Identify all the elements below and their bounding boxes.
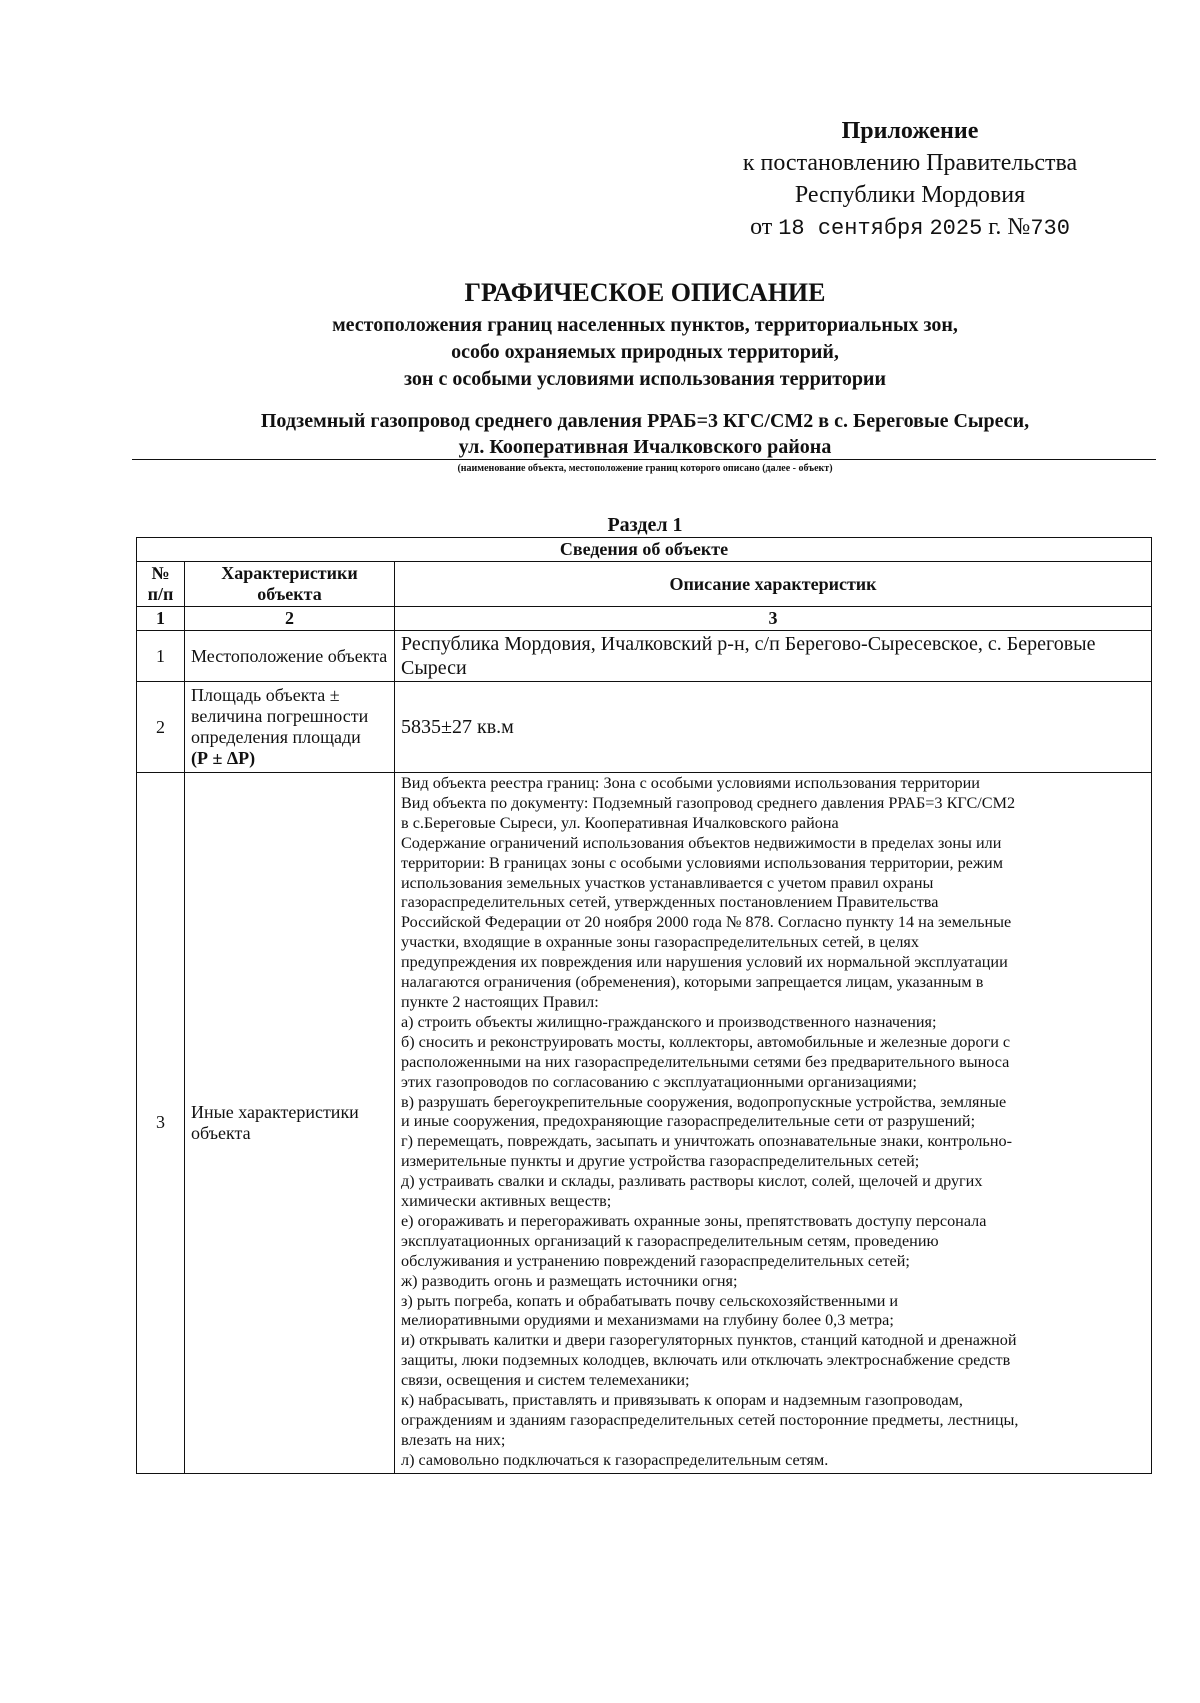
description-line: предупреждения их повреждения или нарушения условий их нормальной эксплуатации [401, 953, 1008, 972]
description-line: д) устраивать свалки и склады, разливать растворы кислот, солей, щелочей и других [401, 1172, 983, 1191]
object-caption: (наименование объекта, местоположение границ которого описано (далее - объект) [457, 463, 833, 474]
appendix-dateline [700, 211, 1120, 245]
description-line: влезать на них; [401, 1430, 506, 1449]
column-number-row [137, 607, 1152, 631]
row-description [395, 773, 1152, 1474]
document-title: ГРАФИЧЕСКОЕ ОПИСАНИЕ [464, 278, 826, 307]
characteristic-line: определения площади [191, 727, 361, 747]
description-line: и) открывать калитки и двери газорегуляторных пунктов, станций катодной и дренажной [401, 1331, 1017, 1350]
row-num: 3 [137, 773, 185, 1474]
description-line: г) перемещать, повреждать, засыпать и уничтожать опознавательные знаки, контрольно- [401, 1132, 1012, 1151]
column-number: 1 [137, 607, 185, 631]
column-number: 3 [395, 607, 1152, 631]
description-line: измерительные пункты и другие устройства газораспределительных сетей; [401, 1152, 920, 1171]
appendix-block [700, 115, 1120, 245]
object-name-line: Подземный газопровод среднего давления РРАБ=3 КГС/СМ2 в с. Береговые Сыреси, [260, 410, 1030, 432]
description-line: использования земельных участков устанавливается с учетом правил охраны [401, 873, 934, 892]
description-line: территории: В границах зоны с особыми условиями использования территории, режим [401, 853, 1003, 872]
description-line: защиты, люки подземных колодцев, включать или отключать электроснабжение средств [401, 1351, 1011, 1370]
description-line: з) рыть погреба, копать и обрабатывать почву сельскохозяйственными и [401, 1291, 899, 1310]
object-name-line: ул. Кооперативная Ичалковского района [458, 436, 832, 458]
area-value: 5835±27 [401, 715, 472, 738]
description-line: Вид объекта по документу: Подземный газопровод среднего давления РРАБ=3 КГС/СМ2 [401, 793, 1016, 812]
date-prefix: от [750, 214, 773, 240]
description-line: химически активных веществ; [401, 1192, 612, 1211]
description-line: мелиоративными орудиями и механизмами на глубину более 0,3 метра; [401, 1311, 894, 1330]
object-name [130, 408, 1160, 460]
area-formula: (Р ± ΔР) [191, 748, 256, 768]
table-row [137, 631, 1152, 682]
row-num: 1 [137, 631, 185, 682]
subtitle-line: местоположения границ населенных пунктов, территориальных зон, [332, 314, 958, 336]
description-line: участки, входящие в охранные зоны газораспределительных сетей, в целях [401, 933, 919, 952]
table-title: Сведения об объекте [137, 538, 1152, 562]
description-line: в с.Береговые Сыреси, ул. Кооперативная Ичалковского района [401, 813, 839, 832]
object-name-underline [132, 459, 1156, 460]
table-title-row [137, 538, 1152, 562]
description-line: б) сносить и реконструировать мосты, коллекторы, автомобильные и железные дороги с [401, 1032, 1011, 1051]
description-line: пункте 2 настоящих Правил: [401, 992, 599, 1011]
object-info-table [136, 537, 1152, 1474]
description-line: этих газопроводов по согласованию с эксплуатационными организациями; [401, 1072, 917, 1091]
document-subtitle [130, 312, 1160, 393]
description-line: и иные сооружения, предохраняющие газораспределительные сети от разрушений; [401, 1112, 976, 1131]
description-line: к) набрасывать, приставлять и привязывать к опорам и надземным газопроводам, [401, 1391, 963, 1410]
description-line: в) разрушать берегоукрепительные сооружения, водопропускные устройства, земляные [401, 1092, 1007, 1111]
date-value: 18 сентября [778, 216, 924, 241]
description-line: Вид объекта реестра границ: Зона с особыми условиями использования территории [401, 774, 980, 792]
table-row [137, 682, 1152, 773]
characteristic-line: величина погрешности [191, 706, 369, 726]
description-line: а) строить объекты жилищно-гражданского и производственного назначения; [401, 1012, 937, 1031]
characteristic-line: Площадь объекта ± [191, 685, 340, 705]
row-description: Республика Мордовия, Ичалковский р-н, с/п Берегово-Сыресевское, с. Береговые Сыреси [395, 631, 1152, 682]
description-line: е) огораживать и перегораживать охранные зоны, препятствовать доступу персонала [401, 1211, 987, 1230]
description-line: налагаются ограничения (обременения), которыми запрещается лицам, указанным в [401, 973, 984, 992]
description-line: ж) разводить огонь и размещать источники огня; [401, 1271, 738, 1290]
description-line: Российской Федерации от 20 ноября 2000 года № 878. Согласно пункту 14 на земельные [401, 913, 1012, 932]
description-line: Содержание ограничений использования объектов недвижимости в пределах зоны или [401, 833, 1002, 852]
header-description: Описание характеристик [395, 562, 1152, 607]
decree-number: 730 [1030, 216, 1070, 241]
row-description [395, 682, 1152, 773]
appendix-line-1: к постановлению Правительства [742, 150, 1078, 176]
appendix-line-2: Республики Мордовия [794, 182, 1026, 208]
row-characteristic: Иные характеристики объекта [185, 773, 395, 1474]
table-row [137, 773, 1152, 1474]
date-suffix: г. № [988, 214, 1031, 240]
header-characteristic: Характеристики объекта [185, 562, 395, 607]
description-line: эксплуатационных организаций к газораспределительным сетям, проведению [401, 1231, 939, 1250]
header-num: № п/п [137, 562, 185, 607]
section-title: Раздел 1 [607, 514, 683, 536]
date-year: 2025 [929, 216, 983, 241]
subtitle-line: зон с особыми условиями использования территории [404, 368, 886, 390]
description-line: расположенными на них газораспределительными сетями без предварительного выноса [401, 1052, 1010, 1071]
description-line: связи, освещения и систем телемеханики; [401, 1371, 690, 1390]
column-number: 2 [185, 607, 395, 631]
row-characteristic [185, 682, 395, 773]
table-header-row [137, 562, 1152, 607]
row-num: 2 [137, 682, 185, 773]
description-line: л) самовольно подключаться к газораспределительным сетям. [401, 1450, 829, 1469]
row-characteristic: Местоположение объекта [185, 631, 395, 682]
appendix-title: Приложение [841, 118, 979, 144]
description-line: ограждениям и зданиям газораспределительных сетей посторонние предметы, лестницы, [401, 1411, 1019, 1429]
subtitle-line: особо охраняемых природных территорий, [451, 341, 839, 363]
description-line: газораспределительных сетей, утвержденных постановлением Правительства [401, 893, 939, 912]
description-line: обслуживания и устранению повреждений газораспределительных сетей; [401, 1251, 910, 1270]
area-unit: кв.м [476, 715, 514, 738]
